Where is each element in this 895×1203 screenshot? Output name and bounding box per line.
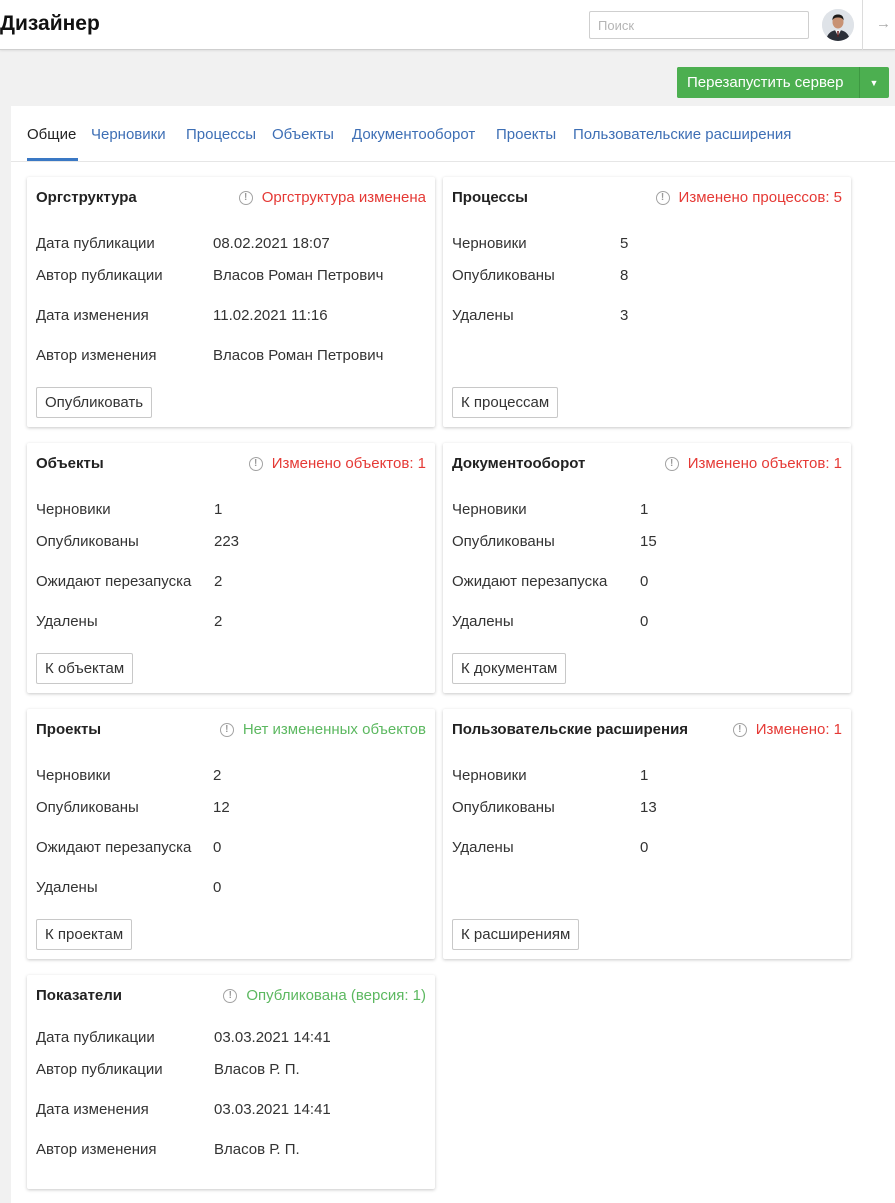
- row-value: 5: [620, 235, 629, 252]
- card-title: Документооборот: [452, 455, 586, 472]
- row-label: Опубликованы: [452, 533, 555, 550]
- row-label: Опубликованы: [36, 799, 139, 816]
- card-title: Показатели: [36, 987, 123, 1004]
- row-value: 13: [640, 799, 657, 816]
- row-value: 1: [640, 501, 649, 518]
- row-label: Черновики: [36, 767, 111, 784]
- main-content: [11, 106, 895, 1203]
- row-label: Опубликованы: [452, 267, 555, 284]
- card-status: [249, 455, 426, 472]
- go-to-documents-button[interactable]: К документам: [452, 653, 566, 684]
- card-status: [665, 455, 842, 472]
- row-label: Автор публикации: [36, 1061, 163, 1078]
- row-value: 03.03.2021 14:41: [214, 1029, 331, 1046]
- row-value: 2: [213, 767, 222, 784]
- status-text: Изменено: 1: [755, 721, 842, 738]
- row-label: Ожидают перезапуска: [452, 573, 608, 590]
- status-text: Опубликована (версия: 1): [246, 987, 426, 1004]
- caret-down-icon: ▼: [869, 77, 879, 88]
- card-status: [223, 987, 426, 1004]
- card-status: [733, 721, 842, 738]
- row-label: Дата изменения: [36, 1101, 149, 1118]
- tab-processes[interactable]: Процессы: [186, 126, 257, 143]
- row-label: Удалены: [452, 839, 514, 856]
- row-label: Черновики: [452, 235, 527, 252]
- card-title: Процессы: [452, 189, 528, 206]
- go-to-objects-button[interactable]: К объектам: [36, 653, 133, 684]
- row-value: 223: [214, 533, 240, 550]
- info-icon[interactable]: !: [239, 191, 253, 205]
- card-status: [239, 189, 426, 206]
- row-label: Дата изменения: [36, 307, 149, 324]
- card-projects: [27, 709, 435, 959]
- go-to-processes-button[interactable]: К процессам: [452, 387, 558, 418]
- status-text: Изменено объектов: 1: [271, 455, 426, 472]
- logout-arrow-icon[interactable]: →: [876, 15, 891, 32]
- restart-server-button[interactable]: Перезапустить сервер: [677, 67, 860, 98]
- row-value: 15: [640, 533, 657, 550]
- row-value: 0: [640, 839, 649, 856]
- row-label: Опубликованы: [452, 799, 555, 816]
- status-text: Изменено объектов: 1: [687, 455, 842, 472]
- card-title: Проекты: [36, 721, 102, 738]
- status-text: Нет измененных объектов: [242, 721, 426, 738]
- search-input[interactable]: [589, 11, 809, 39]
- row-value: 0: [640, 613, 649, 630]
- row-value: 12: [213, 799, 230, 816]
- status-text: Оргструктура изменена: [261, 189, 426, 206]
- row-label: Ожидают перезапуска: [36, 839, 192, 856]
- row-label: Удалены: [36, 613, 98, 630]
- restart-options-dropdown[interactable]: [860, 67, 888, 98]
- go-to-extensions-button[interactable]: К расширениям: [452, 919, 579, 950]
- go-to-projects-button[interactable]: К проектам: [36, 919, 132, 950]
- row-value: 0: [640, 573, 649, 590]
- row-label: Опубликованы: [36, 533, 139, 550]
- publish-button[interactable]: Опубликовать: [36, 387, 152, 418]
- row-label: Ожидают перезапуска: [36, 573, 192, 590]
- active-tab-indicator: [27, 158, 78, 161]
- row-label: Черновики: [452, 501, 527, 518]
- card-objects: [27, 443, 435, 693]
- tab-projects[interactable]: Проекты: [496, 126, 557, 143]
- row-label: Автор изменения: [36, 347, 157, 364]
- row-label: Удалены: [452, 613, 514, 630]
- row-value: 0: [213, 839, 222, 856]
- info-icon[interactable]: !: [220, 723, 234, 737]
- user-photo-icon: [822, 9, 854, 41]
- row-value: Власов Р. П.: [214, 1061, 300, 1078]
- row-label: Автор изменения: [36, 1141, 157, 1158]
- header-divider: [862, 0, 863, 50]
- row-label: Черновики: [452, 767, 527, 784]
- card-status: [220, 721, 426, 738]
- tab-drafts[interactable]: Черновики: [91, 126, 166, 143]
- tab-extensions[interactable]: Пользовательские расширения: [573, 126, 792, 143]
- card-status: [656, 189, 842, 206]
- card-org-structure: [27, 177, 435, 427]
- row-value: Власов Р. П.: [214, 1141, 300, 1158]
- row-value: 08.02.2021 18:07: [213, 235, 330, 252]
- info-icon[interactable]: !: [733, 723, 747, 737]
- card-processes: [443, 177, 851, 427]
- tab-docflow[interactable]: Документооборот: [352, 126, 476, 143]
- info-icon[interactable]: !: [656, 191, 670, 205]
- tab-bar: [11, 106, 895, 162]
- row-value: 0: [213, 879, 222, 896]
- row-value: 3: [620, 307, 629, 324]
- row-label: Автор публикации: [36, 267, 163, 284]
- row-value: Власов Роман Петрович: [213, 347, 384, 364]
- row-label: Удалены: [452, 307, 514, 324]
- card-indicators: [27, 975, 435, 1189]
- card-title: Объекты: [36, 455, 104, 472]
- row-label: Черновики: [36, 501, 111, 518]
- row-label: Дата публикации: [36, 235, 155, 252]
- avatar[interactable]: [822, 9, 854, 41]
- row-value: 1: [214, 501, 223, 518]
- row-value: 11.02.2021 11:16: [213, 307, 328, 324]
- row-label: Удалены: [36, 879, 98, 896]
- row-value: Власов Роман Петрович: [213, 267, 384, 284]
- status-text: Изменено процессов: 5: [678, 189, 842, 206]
- tab-objects[interactable]: Объекты: [272, 126, 334, 143]
- row-value: 2: [214, 613, 223, 630]
- row-label: Дата публикации: [36, 1029, 155, 1046]
- top-header: [0, 0, 895, 50]
- card-title: Оргструктура: [36, 189, 137, 206]
- row-value: 8: [620, 267, 629, 284]
- row-value: 2: [214, 573, 223, 590]
- restart-server-split-button: [677, 67, 889, 98]
- app-title: Дизайнер: [0, 12, 100, 35]
- info-icon[interactable]: !: [223, 989, 237, 1003]
- row-value: 03.03.2021 14:41: [214, 1101, 331, 1118]
- info-icon[interactable]: !: [665, 457, 679, 471]
- card-title: Пользовательские расширения: [452, 721, 689, 738]
- tab-general[interactable]: Общие: [27, 126, 77, 143]
- card-docflow: [443, 443, 851, 693]
- row-value: 1: [640, 767, 649, 784]
- info-icon[interactable]: !: [249, 457, 263, 471]
- card-extensions: [443, 709, 851, 959]
